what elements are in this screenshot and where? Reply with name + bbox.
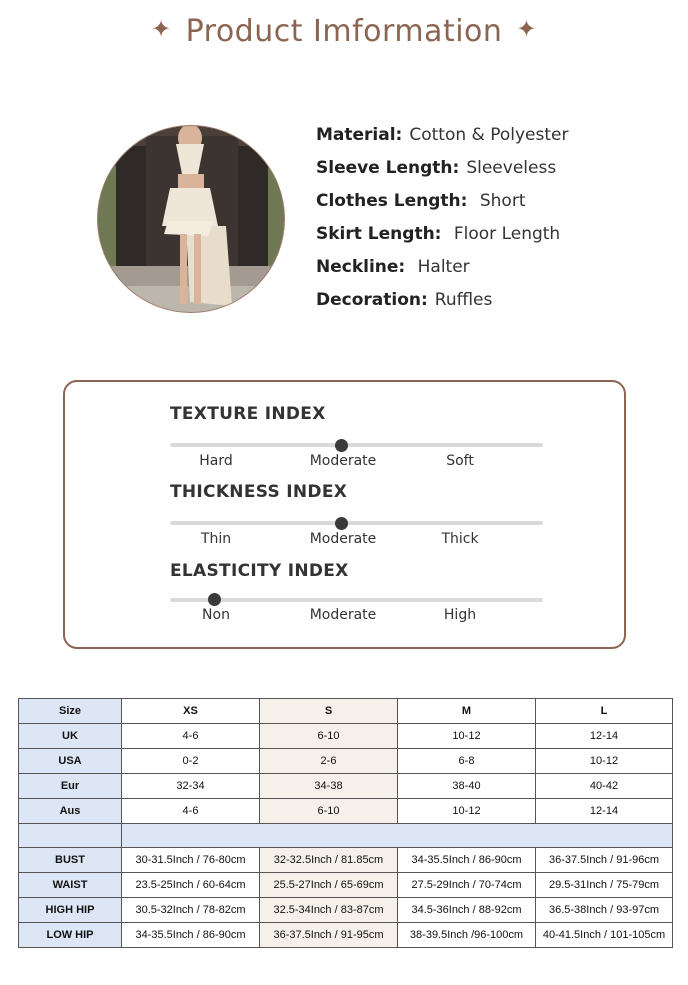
index-marker bbox=[335, 439, 348, 452]
table-cell: 25.5-27Inch / 65-69cm bbox=[260, 873, 398, 898]
info-key: Sleeve Length: bbox=[316, 158, 460, 178]
table-cell: 40-41.5Inch / 101-105cm bbox=[536, 923, 673, 948]
table-cell: 34-38 bbox=[260, 774, 398, 799]
row-label: UK bbox=[19, 724, 122, 749]
index-label-high: High bbox=[443, 607, 477, 623]
table-row bbox=[19, 873, 673, 898]
index-label-low: Non bbox=[202, 607, 230, 623]
table-cell: 6-10 bbox=[260, 799, 398, 824]
table-cell: 36-37.5Inch / 91-95cm bbox=[260, 923, 398, 948]
index-marker bbox=[208, 593, 221, 606]
table-header-row bbox=[19, 699, 673, 724]
page-header bbox=[0, 14, 688, 49]
info-key: Decoration: bbox=[316, 290, 428, 310]
index-title: TEXTURE INDEX bbox=[170, 404, 326, 424]
index-marker bbox=[335, 517, 348, 530]
index-label-high: Soft bbox=[446, 453, 474, 469]
table-cell: 32-32.5Inch / 81.85cm bbox=[260, 848, 398, 873]
table-cell: 32.5-34Inch / 83-87cm bbox=[260, 898, 398, 923]
table-cell: 30.5-32Inch / 78-82cm bbox=[122, 898, 260, 923]
info-value: Ruffles bbox=[434, 290, 493, 310]
info-value: Floor Length bbox=[448, 224, 561, 244]
index-label-mid: Moderate bbox=[309, 607, 377, 623]
info-row-clothes-length bbox=[316, 187, 568, 220]
elasticity-index bbox=[170, 561, 550, 623]
size-chart-table bbox=[18, 698, 673, 948]
index-label-mid: Moderate bbox=[309, 453, 377, 469]
row-label: LOW HIP bbox=[19, 923, 122, 948]
texture-index bbox=[170, 404, 550, 469]
page-title: Product Imformation bbox=[185, 14, 503, 49]
table-cell: 34.5-36Inch / 88-92cm bbox=[398, 898, 536, 923]
info-key: Material: bbox=[316, 125, 403, 145]
table-row bbox=[19, 848, 673, 873]
spacer-cell bbox=[122, 824, 673, 848]
index-track bbox=[170, 598, 543, 602]
info-row-skirt-length bbox=[316, 220, 568, 253]
row-label: WAIST bbox=[19, 873, 122, 898]
info-value: Cotton & Polyester bbox=[409, 125, 569, 145]
index-title: THICKNESS INDEX bbox=[170, 482, 348, 502]
table-cell: 10-12 bbox=[398, 724, 536, 749]
table-cell: 38-39.5Inch /96-100cm bbox=[398, 923, 536, 948]
table-row bbox=[19, 724, 673, 749]
sparkle-icon: ✦ bbox=[516, 15, 538, 43]
table-cell: 0-2 bbox=[122, 749, 260, 774]
sparkle-icon: ✦ bbox=[150, 15, 172, 43]
info-key: Neckline: bbox=[316, 257, 406, 277]
spacer-cell bbox=[19, 824, 122, 848]
row-label: HIGH HIP bbox=[19, 898, 122, 923]
table-cell: 4-6 bbox=[122, 799, 260, 824]
table-spacer-row bbox=[19, 824, 673, 848]
table-row bbox=[19, 923, 673, 948]
table-header-cell: Size bbox=[19, 699, 122, 724]
table-cell: 4-6 bbox=[122, 724, 260, 749]
table-cell: 34-35.5Inch / 86-90cm bbox=[122, 923, 260, 948]
row-label: Eur bbox=[19, 774, 122, 799]
table-cell: 32-34 bbox=[122, 774, 260, 799]
table-header-cell: S bbox=[260, 699, 398, 724]
info-key: Skirt Length: bbox=[316, 224, 442, 244]
product-info-list bbox=[316, 121, 568, 319]
fabric-index-panel bbox=[63, 380, 626, 649]
index-label-mid: Moderate bbox=[309, 531, 377, 547]
thickness-index bbox=[170, 482, 550, 547]
row-label: BUST bbox=[19, 848, 122, 873]
index-track bbox=[170, 443, 543, 447]
table-cell: 12-14 bbox=[536, 724, 673, 749]
info-row-material bbox=[316, 121, 568, 154]
table-cell: 29.5-31Inch / 75-79cm bbox=[536, 873, 673, 898]
table-cell: 36-37.5Inch / 91-96cm bbox=[536, 848, 673, 873]
info-value: Halter bbox=[412, 257, 470, 277]
table-cell: 6-8 bbox=[398, 749, 536, 774]
index-title: ELASTICITY INDEX bbox=[170, 561, 349, 581]
index-label-high: Thick bbox=[441, 531, 479, 547]
info-value: Short bbox=[474, 191, 526, 211]
info-key: Clothes Length: bbox=[316, 191, 468, 211]
index-track bbox=[170, 521, 543, 525]
table-cell: 2-6 bbox=[260, 749, 398, 774]
info-row-neckline bbox=[316, 253, 568, 286]
table-cell: 6-10 bbox=[260, 724, 398, 749]
row-label: USA bbox=[19, 749, 122, 774]
table-header-cell: L bbox=[536, 699, 673, 724]
product-photo bbox=[97, 125, 285, 313]
table-cell: 12-14 bbox=[536, 799, 673, 824]
row-label: Aus bbox=[19, 799, 122, 824]
table-cell: 10-12 bbox=[398, 799, 536, 824]
table-cell: 40-42 bbox=[536, 774, 673, 799]
table-cell: 27.5-29Inch / 70-74cm bbox=[398, 873, 536, 898]
table-row bbox=[19, 749, 673, 774]
table-cell: 10-12 bbox=[536, 749, 673, 774]
table-row bbox=[19, 774, 673, 799]
table-row bbox=[19, 898, 673, 923]
table-cell: 34-35.5Inch / 86-90cm bbox=[398, 848, 536, 873]
table-row bbox=[19, 799, 673, 824]
index-label-low: Thin bbox=[200, 531, 232, 547]
table-header-cell: XS bbox=[122, 699, 260, 724]
product-photo-image bbox=[98, 126, 285, 313]
index-label-low: Hard bbox=[199, 453, 233, 469]
table-cell: 38-40 bbox=[398, 774, 536, 799]
table-cell: 23.5-25Inch / 60-64cm bbox=[122, 873, 260, 898]
table-cell: 30-31.5Inch / 76-80cm bbox=[122, 848, 260, 873]
table-header-cell: M bbox=[398, 699, 536, 724]
table-cell: 36.5-38Inch / 93-97cm bbox=[536, 898, 673, 923]
info-row-sleeve-length bbox=[316, 154, 568, 187]
info-row-decoration bbox=[316, 286, 568, 319]
info-value: Sleeveless bbox=[466, 158, 557, 178]
